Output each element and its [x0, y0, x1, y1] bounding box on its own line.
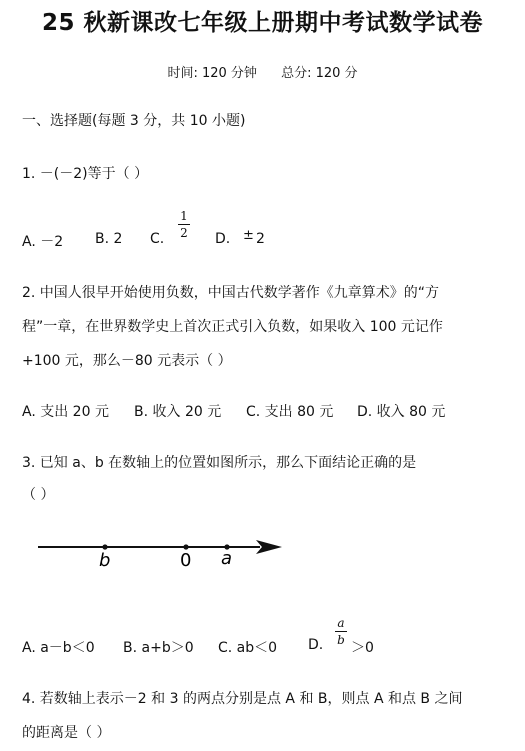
q1-option-b: B. 2 — [95, 231, 123, 247]
q1-c-numerator: 1 — [180, 209, 188, 223]
exam-time: 时间: 120 分钟 — [167, 66, 257, 81]
exam-subtitle — [0, 62, 525, 81]
q3-option-b: B. a+b＞0 — [123, 640, 194, 656]
exam-title: 25 秋新课改七年级上册期中考试数学试卷 — [41, 10, 483, 36]
point-zero — [183, 544, 188, 549]
fraction-bar — [335, 631, 347, 632]
exam-score: 总分: 120 分 — [281, 66, 358, 81]
label-zero: 0 — [180, 550, 192, 571]
q3-option-c: C. ab＜0 — [218, 640, 278, 656]
q2-option-c: C. 支出 80 元 — [246, 404, 334, 420]
q3-option-a: A. a－b＜0 — [22, 640, 95, 656]
fraction-bar — [178, 224, 190, 225]
q1-option-d: D. — [215, 231, 231, 247]
question-2-line-2: 程”一章，在世界数学史上首次正式引入负数，如果收入 100 元记作 — [22, 319, 443, 335]
q1-option-d-value: 2 — [256, 231, 265, 247]
q3-option-d-fraction — [335, 616, 347, 647]
question-4-line-1: 4. 若数轴上表示－2 和 3 的两点分别是点 A 和 B，则点 A 和点 B 之间 — [22, 691, 463, 707]
q2-option-b: B. 收入 20 元 — [134, 404, 222, 420]
q1-option-d-sign: ± — [243, 228, 254, 243]
question-2-line-3: +100 元，那么－80 元表示（ ） — [22, 353, 232, 369]
q3-d-denominator: b — [337, 633, 345, 647]
question-1-stem: 1. －(－2)等于（ ） — [22, 166, 149, 182]
q2-option-a: A. 支出 20 元 — [22, 404, 109, 420]
question-3-line-2: （ ） — [22, 487, 55, 503]
label-a: a — [221, 548, 233, 569]
number-line-figure — [30, 530, 290, 575]
q3-option-d: D. — [308, 637, 324, 653]
question-3-line-1: 3. 已知 a、b 在数轴上的位置如图所示，那么下面结论正确的是 — [22, 455, 417, 471]
q1-option-a: A. －2 — [22, 234, 64, 250]
q3-option-d-tail: ＞0 — [351, 640, 374, 656]
section-heading: 一、选择题(每题 3 分，共 10 小题) — [22, 113, 246, 129]
q1-option-c: C. — [150, 231, 165, 247]
q1-c-denominator: 2 — [180, 226, 188, 240]
q3-d-numerator: a — [337, 616, 345, 630]
point-b — [102, 544, 107, 549]
q1-option-c-fraction — [178, 209, 190, 240]
question-2-line-1: 2. 中国人很早开始使用负数，中国古代数学著作《九章算术》的“方 — [22, 285, 440, 301]
question-4-line-2: 的距离是（ ） — [22, 725, 111, 741]
label-b: b — [99, 550, 111, 571]
q2-option-d: D. 收入 80 元 — [357, 404, 446, 420]
